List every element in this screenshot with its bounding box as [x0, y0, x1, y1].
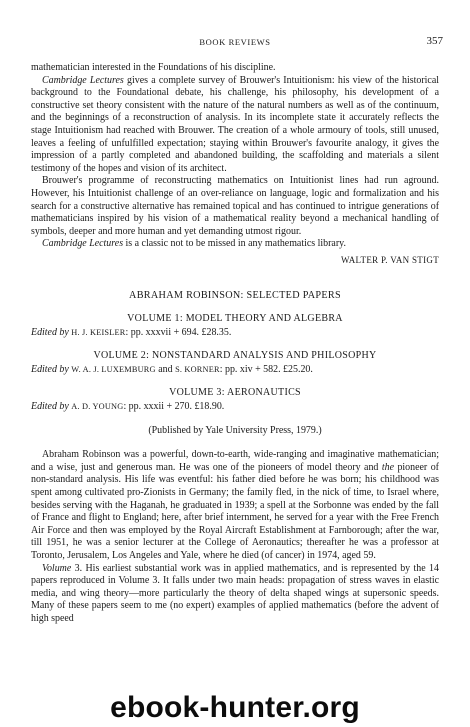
volume-1-editor-line — [31, 327, 439, 340]
paragraph-continuation: mathematician interested in the Foundations of his discipline. — [31, 62, 276, 73]
paragraph-brouwer-programme: Brouwer's programme of reconstructing mathematics on Intuitionist lines had run aground. However, his Intuitionist challenge of an over-reliance on language, logic and formalization and his search for a constructive alternative has remained topical and has continued to intrigue generations of mathematicians inspired by his vision of a mathematical reality beyond a mechanical handling of symbols, deeper and more human and yet demanding utmost rigour. — [31, 175, 439, 237]
publisher-note: (Published by Yale University Press, 1979.) — [148, 424, 322, 436]
editor-name: S. KORNER — [175, 364, 220, 374]
review-title: ABRAHAM ROBINSON: SELECTED PAPERS — [129, 289, 341, 301]
volume-1-title: VOLUME 1: MODEL THEORY AND ALGEBRA — [127, 313, 343, 325]
paragraph-text: pioneer of non-standard analysis. His life was eventful: his father died before he was born; his childhood was spent among cultivated pro-Zionists in Germany; the family fled, in the nick of time, to Israel where, besides serving with the Haganah, he graduated in 1939; a spell at the Sorbonne was ended by the fall of France and flight to England; here, after brief internment, he served for a year with the Free French Air Force and then was employed by the Royal Aircraft Establishment at Farnborough; after the war, till 1951, he was a senior lecturer at the College of Aeronautics; thereafter he was a professor at Toronto, Jerusalem, Los Angeles and Yale, where he died (of cancer) in 1974, aged 59. — [31, 461, 439, 561]
volume-2-title: VOLUME 2: NONSTANDARD ANALYSIS AND PHILOSOPHY — [93, 350, 377, 362]
paragraph-text: 3. His earliest substantial work was in applied mathematics, and is represented by the 14 papers reproduced in Volume 3. It falls under two main heads: propagation of stress waves in elastic media, and wing theory—more particularly the theory of delta shaped wings at supersonic speeds. Many of these papers seem to me (no expert) examples of applied mathematics (before the advent of high speed — [31, 562, 439, 624]
paragraph-volume-3 — [31, 563, 439, 626]
page-number: 357 — [426, 35, 443, 47]
page-body — [31, 62, 439, 626]
page-header — [0, 35, 470, 49]
running-head: BOOK REVIEWS — [199, 37, 271, 47]
emphasis-the: the — [381, 461, 394, 473]
watermark-logo: ebook-hunter.org — [110, 691, 360, 724]
volume-3-title: VOLUME 3: AERONAUTICS — [169, 387, 301, 399]
editor-conjunction: and — [155, 363, 176, 375]
editor-name: A. D. YOUNG — [71, 402, 124, 412]
paragraph-text: is a classic not to be missed in any mathematics library. — [123, 238, 346, 250]
editor-name: W. A. J. LUXEMBURG — [71, 364, 156, 374]
editor-name: H. J. KEISLER — [71, 327, 126, 337]
volume-2-editor-line — [31, 364, 439, 377]
paragraph-cambridge-lectures-survey — [31, 75, 439, 176]
volume-details: : pp. xxxii + 270. £18.90. — [123, 401, 225, 413]
book-title-italic: Cambridge Lectures — [42, 238, 124, 250]
volume-label-italic: Volume — [42, 562, 72, 574]
volume-3-editor-line — [31, 401, 439, 414]
reviewer-signature: WALTER P. VAN STIGT — [340, 254, 439, 265]
paragraph-text: Abraham Robinson was a powerful, down-to-earth, wide-ranging and imaginative mathematician; and a wise, just and generous man. He was one of the pioneers of model theory and — [31, 449, 439, 473]
edited-by-label: Edited by — [31, 326, 69, 338]
paragraph-classic — [31, 238, 439, 251]
volume-details: : pp. xiv + 582. £25.20. — [219, 363, 313, 375]
book-title-italic: Cambridge Lectures — [42, 74, 124, 86]
paragraph-robinson-biography — [31, 449, 439, 562]
paragraph-text: gives a complete survey of Brouwer's Intuitionism: his view of the historical background to the Foundational debate, his challenge, his philosophy, his development of a constructive set theory consistent with the nature of the natural numbers as well as of the continuum, and the beginnings of a reconstruction of analysis. In its incomplete state it accurately reflects the stage Intuitionism had reached with Brouwer. The creation of a whole armoury of tools, still unused, leaves a feeling of unfulfilled expectation; staying within Brouwer's favourite analogy, it gives the impression of a partly completed and abandoned building, the scaffolding and materials a silent testimony of the hopes and vision of its architect. — [31, 74, 440, 174]
edited-by-label: Edited by — [31, 401, 69, 413]
edited-by-label: Edited by — [31, 363, 69, 375]
volume-details: : pp. xxxvii + 694. £28.35. — [125, 326, 232, 338]
